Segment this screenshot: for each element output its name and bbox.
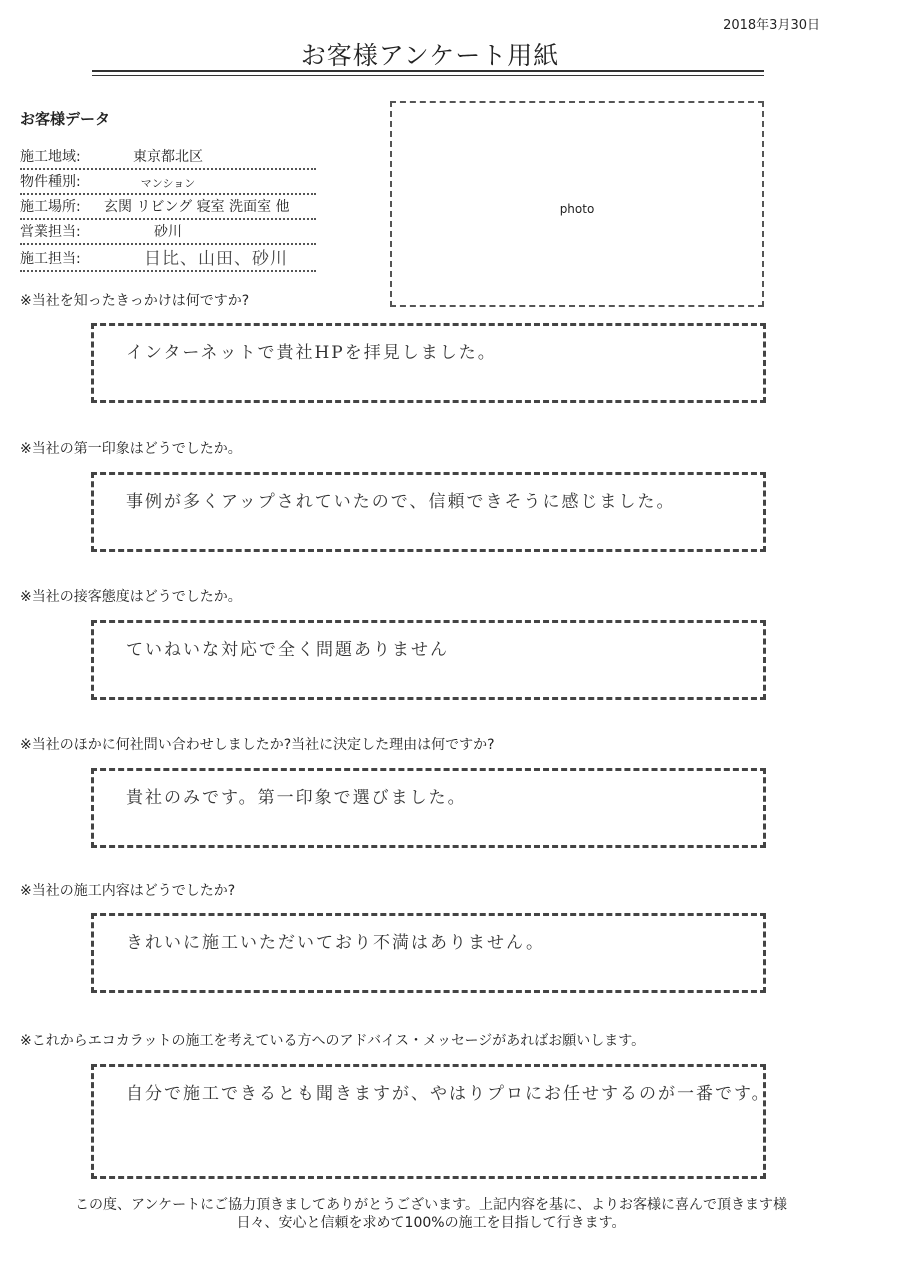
field-location-value: 玄関 リビング 寝室 洗面室 他: [104, 199, 290, 215]
answer-box-1: [91, 323, 766, 403]
answer-box-6: [91, 1064, 771, 1179]
answer-box-3: [91, 620, 766, 700]
page-title: お客様アンケート用紙: [300, 41, 560, 70]
question-6: ※これからエコカラットの施工を考えている方へのアドバイス・メッセージがあればお願いします。: [20, 1033, 646, 1049]
field-area-value: 東京都北区: [133, 149, 203, 165]
answer-5: きれいに施工いただいており不満はありません。: [126, 933, 546, 953]
footer-message-line-1: この度、アンケートにご協力頂きましてありがとうございます。上記内容を基に、よりお客様に喜んで頂きます様: [74, 1197, 788, 1213]
answer-1: インターネットで貴社HPを拝見しました。: [126, 343, 497, 363]
question-4: ※当社のほかに何社問い合わせしましたか?当社に決定した理由は何ですか?: [20, 737, 495, 753]
answer-4: 貴社のみです。第一印象で選びました。: [126, 788, 467, 808]
answer-2: 事例が多くアップされていたので、信頼できそうに感じました。: [126, 492, 676, 512]
survey-date: 2018年3月30日: [723, 18, 820, 33]
title-rule-thin: [92, 75, 764, 76]
answer-box-5: [91, 913, 766, 993]
customer-data-heading: お客様データ: [20, 110, 111, 128]
answer-box-2: [91, 472, 766, 552]
question-3: ※当社の接客態度はどうでしたか。: [20, 589, 242, 605]
photo-label: photo: [559, 202, 595, 216]
field-sales-rep: [20, 221, 316, 245]
field-installer: [20, 248, 316, 272]
field-property-type-label: 物件種別:: [20, 174, 81, 190]
field-area: [20, 146, 316, 170]
field-area-label: 施工地域:: [20, 149, 81, 165]
field-sales-rep-label: 営業担当:: [20, 224, 81, 240]
field-installer-value: 日比、山田、砂川: [144, 249, 288, 269]
answer-3: ていねいな対応で全く問題ありません: [126, 640, 449, 660]
field-property-type-value: マンション: [140, 177, 196, 190]
answer-6: 自分で施工できるとも聞きますが、やはりプロにお任せするのが一番です。: [126, 1084, 771, 1104]
field-sales-rep-value: 砂川: [154, 224, 182, 240]
answer-box-4: [91, 768, 766, 848]
question-5: ※当社の施工内容はどうでしたか?: [20, 883, 236, 899]
title-rule: [92, 70, 764, 72]
field-installer-label: 施工担当:: [20, 251, 81, 267]
field-property-type: [20, 171, 316, 195]
question-2: ※当社の第一印象はどうでしたか。: [20, 441, 242, 457]
photo-placeholder: [390, 101, 764, 307]
question-1: ※当社を知ったきっかけは何ですか?: [20, 293, 250, 309]
field-location: [20, 196, 316, 220]
field-location-label: 施工場所:: [20, 199, 81, 215]
footer-message-line-2: 日々、安心と信頼を求めて100%の施工を目指して行きます。: [236, 1215, 626, 1231]
